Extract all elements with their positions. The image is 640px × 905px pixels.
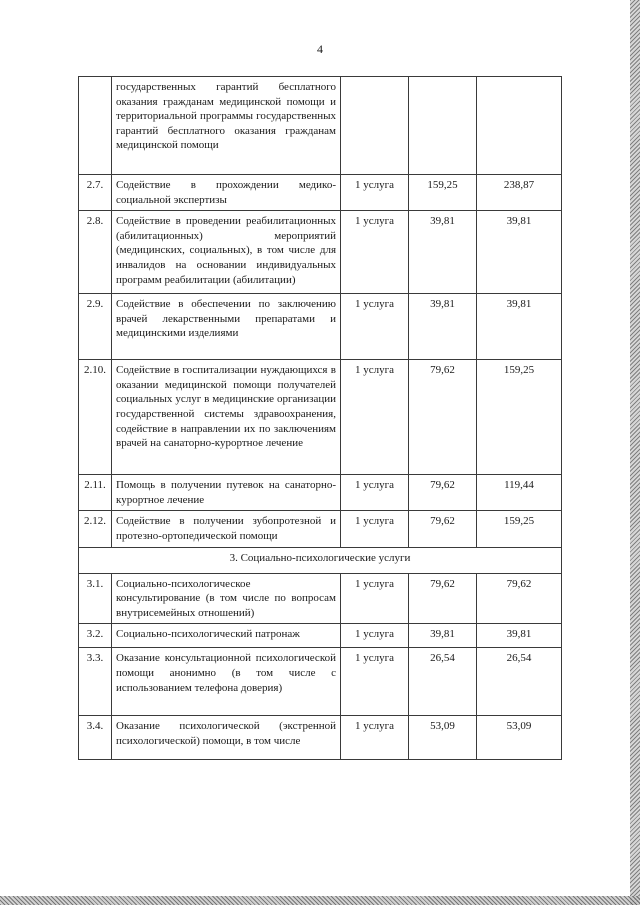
service-description: Оказание консультационной психологической помощи анонимно (в том числе с использованием телефона доверия) xyxy=(112,648,341,716)
services-table xyxy=(78,76,562,760)
tariff-value-2: 26,54 xyxy=(477,648,562,716)
tariff-value: 53,09 xyxy=(409,716,477,760)
service-description: Оказание психологической (экстренной психологической) помощи, в том числе xyxy=(112,716,341,760)
tariff-value-2: 39,81 xyxy=(477,211,562,294)
tariff-value: 79,62 xyxy=(409,511,477,547)
item-number: 2.8. xyxy=(79,211,112,294)
item-number: 2.12. xyxy=(79,511,112,547)
tariff-value-2: 39,81 xyxy=(477,624,562,648)
table-row xyxy=(79,475,562,511)
tariff-value: 26,54 xyxy=(409,648,477,716)
table-row xyxy=(79,511,562,547)
service-description: Содействие в обеспечении по заключению врачей лекарственными препаратами и медицинскими изделиями xyxy=(112,294,341,360)
tariff-value-2 xyxy=(477,77,562,175)
item-number: 2.7. xyxy=(79,175,112,211)
tariff-value-2: 119,44 xyxy=(477,475,562,511)
unit-of-measure: 1 услуга xyxy=(341,360,409,475)
tariff-value: 39,81 xyxy=(409,294,477,360)
item-number: 3.2. xyxy=(79,624,112,648)
tariff-value: 79,62 xyxy=(409,573,477,624)
unit-of-measure: 1 услуга xyxy=(341,294,409,360)
unit-of-measure: 1 услуга xyxy=(341,211,409,294)
service-description: Содействие в госпитализации нуждающихся в оказании медицинской помощи получателей социальных услуг в медицинские организации государственной системы здравоохранения, содействие в направлении их по заключениям врачей на санаторно-курортное лечение xyxy=(112,360,341,475)
item-number: 3.1. xyxy=(79,573,112,624)
unit-of-measure: 1 услуга xyxy=(341,624,409,648)
table-row xyxy=(79,77,562,175)
item-number: 2.10. xyxy=(79,360,112,475)
tariff-value-2: 39,81 xyxy=(477,294,562,360)
service-description: Содействие в проведении реабилитационных (абилитационных) мероприятий (медицинских, социальных), в том числе для инвалидов на основании индивидуальных программ реабилитации (абилитации) xyxy=(112,211,341,294)
service-description: Социально-психологический патронаж xyxy=(112,624,341,648)
unit-of-measure: 1 услуга xyxy=(341,648,409,716)
services-table-body xyxy=(79,77,562,760)
unit-of-measure: 1 услуга xyxy=(341,573,409,624)
table-row xyxy=(79,624,562,648)
unit-of-measure: 1 услуга xyxy=(341,475,409,511)
item-number: 3.4. xyxy=(79,716,112,760)
unit-of-measure: 1 услуга xyxy=(341,511,409,547)
tariff-value xyxy=(409,77,477,175)
tariff-value: 39,81 xyxy=(409,211,477,294)
table-row xyxy=(79,648,562,716)
table-row xyxy=(79,175,562,211)
tariff-value-2: 238,87 xyxy=(477,175,562,211)
service-description: Содействие в прохождении медико-социальной экспертизы xyxy=(112,175,341,211)
scan-edge-bottom xyxy=(0,896,640,905)
unit-of-measure: 1 услуга xyxy=(341,175,409,211)
service-description: Помощь в получении путевок на санаторно-курортное лечение xyxy=(112,475,341,511)
tariff-value: 79,62 xyxy=(409,475,477,511)
table-row xyxy=(79,360,562,475)
service-description: государственных гарантий бесплатного оказания гражданам медицинской помощи и территориальной программы государственных гарантий бесплатного оказания гражданам медицинской помощи xyxy=(112,77,341,175)
unit-of-measure xyxy=(341,77,409,175)
tariff-value: 79,62 xyxy=(409,360,477,475)
page-number: 4 xyxy=(317,42,323,56)
table-row xyxy=(79,573,562,624)
service-description: Содействие в получении зубопротезной и протезно-ортопедической помощи xyxy=(112,511,341,547)
item-number xyxy=(79,77,112,175)
tariff-value-2: 159,25 xyxy=(477,360,562,475)
unit-of-measure: 1 услуга xyxy=(341,716,409,760)
item-number: 2.11. xyxy=(79,475,112,511)
tariff-value: 159,25 xyxy=(409,175,477,211)
section-heading: 3. Социально-психологические услуги xyxy=(79,547,562,573)
tariff-value-2: 53,09 xyxy=(477,716,562,760)
table-row xyxy=(79,294,562,360)
item-number: 2.9. xyxy=(79,294,112,360)
table-row xyxy=(79,211,562,294)
service-description: Социально-психологическое консультирование (в том числе по вопросам внутрисемейных отношений) xyxy=(112,573,341,624)
section-row xyxy=(79,547,562,573)
tariff-value-2: 159,25 xyxy=(477,511,562,547)
scan-edge-right xyxy=(630,0,640,905)
tariff-value-2: 79,62 xyxy=(477,573,562,624)
item-number: 3.3. xyxy=(79,648,112,716)
tariff-value: 39,81 xyxy=(409,624,477,648)
table-row xyxy=(79,716,562,760)
